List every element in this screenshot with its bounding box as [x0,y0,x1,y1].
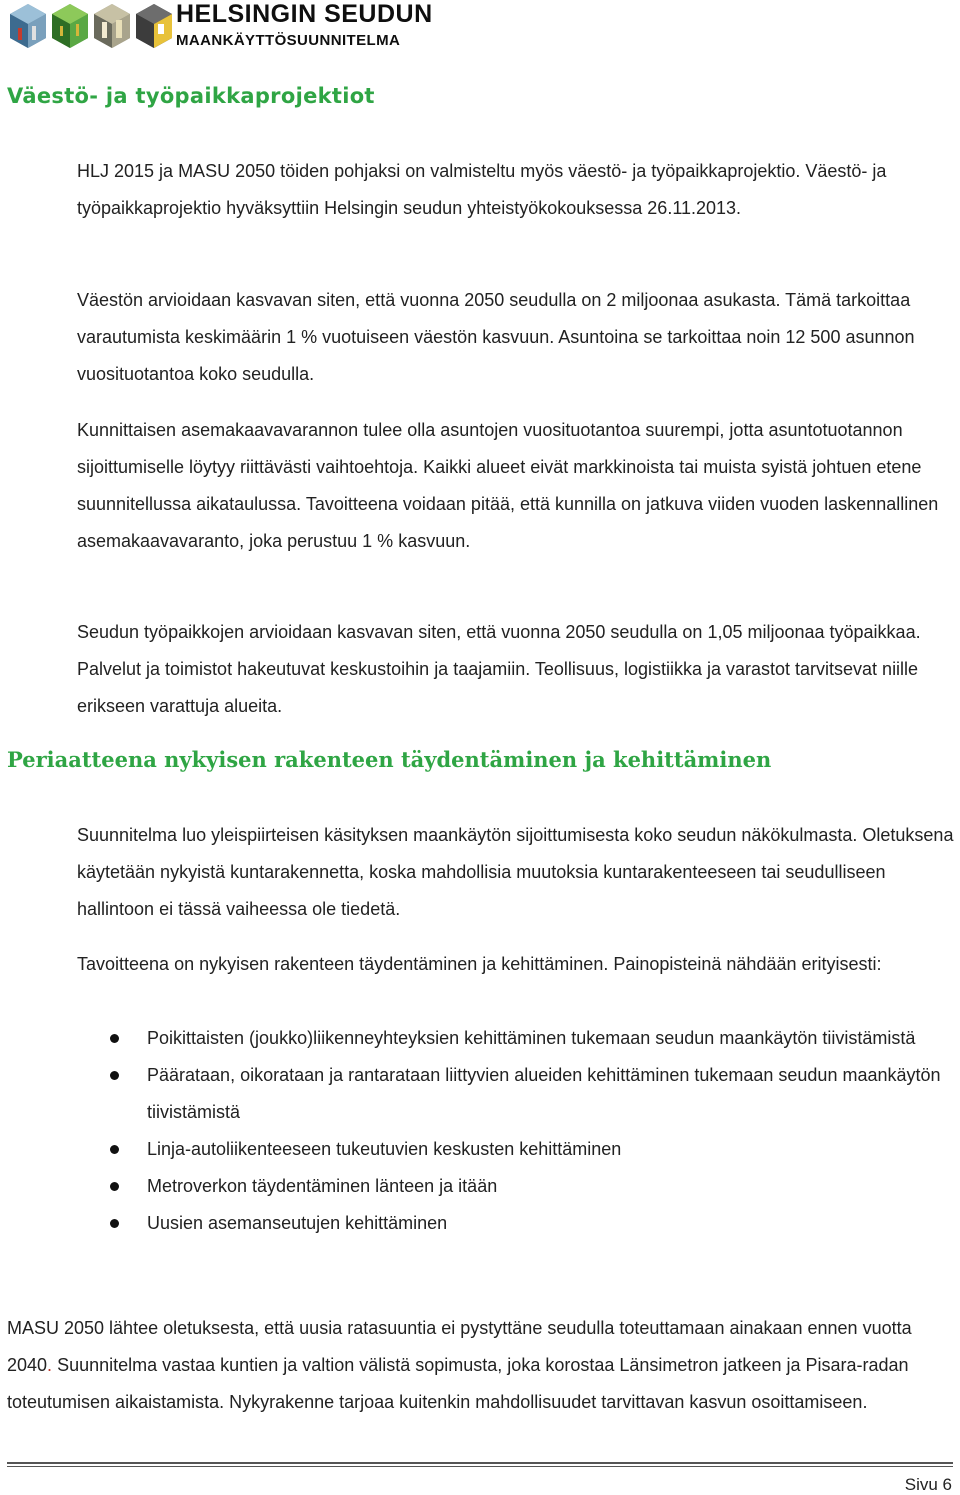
paragraph-goal: Tavoitteena on nykyisen rakenteen täydentäminen ja kehittäminen. Painopisteinä nähdään erityisesti: [77,954,882,974]
list-item [77,1020,957,1057]
paragraph-projection-intro: HLJ 2015 ja MASU 2050 töiden pohjaksi on valmisteltu myös väestö- ja työpaikkaprojektio. Väestö- ja työpaikkaprojektio hyväksyttiin Helsingin seudun yhteistyökokouksessa 26.11.2013. [77,161,887,218]
list-item [77,1057,957,1131]
paragraph-rail-assumption [7,1310,952,1421]
paragraph-zoning-reserve: Kunnittaisen asemakaavavarannon tulee olla asuntojen vuosituotantoa suurempi, jotta asuntotuotannon sijoittumiselle löytyy riittävästi vaihtoehtoja. Kaikki alueet eivät markkinoista tai muista syistä johtuen etene suunnitellussa aikataulussa. Tavoitteena voidaan pitää, että kunnilla on jatkuva viiden vuoden laskennallinen asemakaavavaranto, joka perustuu 1 % kasvuun. [77,420,939,551]
logo-tile-2 [52,4,88,48]
section-title-population: Väestö- ja työpaikkaprojektiot [7,84,375,108]
bullet-icon [110,1034,119,1043]
logo-graphic [8,2,173,58]
list-item-text: Päärataan, oikorataan ja rantarataan liittyvien alueiden kehittäminen tukemaan seudun maankäytön tiivistämistä [147,1065,941,1122]
brand-line-2: MAANKÄYTTÖSUUNNITELMA [176,32,401,49]
bullet-icon [110,1219,119,1228]
brand-line-1: HELSINGIN SEUDUN [176,0,433,28]
logo-tile-4 [136,4,172,48]
logo-tile-1 [10,4,46,48]
list-item-text: Linja-autoliikenteeseen tukeutuvien keskusten kehittäminen [147,1139,622,1159]
focus-list [77,1020,957,1242]
page-number: Sivu 6 [904,1475,952,1494]
bullet-icon [110,1182,119,1191]
logo-icons [8,2,173,63]
list-item [77,1168,957,1205]
list-item-text: Poikittaisten (joukko)liikenneyhteyksien kehittäminen tukemaan seudun maankäytön tiivistämistä [147,1028,916,1048]
list-item [77,1131,957,1168]
footer-divider [7,1462,953,1464]
paragraph-population-growth: Väestön arvioidaan kasvavan siten, että vuonna 2050 seudulla on 2 miljoonaa asukasta. Tämä tarkoittaa varautumista keskimäärin 1 % vuotuiseen väestön kasvuun. Asuntoina se tarkoittaa noin 12 500 asunnon vuosituotantoa koko seudulla. [77,290,915,384]
list-item-text: Metroverkon täydentäminen länteen ja itään [147,1176,498,1196]
paragraph-rail-text-a: MASU 2050 lähtee oletuksesta, että uusia ratasuuntia ei pystyttäne seudulla toteuttamaan ainakaan ennen vuotta 2040 [7,1318,912,1375]
list-item [77,1205,957,1242]
page-header [0,0,960,62]
paragraph-rail-red-mark: . [47,1355,53,1375]
logo-tile-3 [94,4,130,48]
bullet-icon [110,1145,119,1154]
paragraph-rail-text-b: Suunnitelma vastaa kuntien ja valtion välistä sopimusta, joka korostaa Länsimetron jatkeen ja Pisara-radan toteutumisen aikaistamista. Nykyrakenne tarjoaa kuitenkin mahdollisuudet tarvittavan kasvun osoittamiseen. [7,1355,909,1412]
list-item-text: Uusien asemanseutujen kehittäminen [147,1213,448,1233]
section-title-structure: Periaatteena nykyisen rakenteen täydentäminen ja kehittäminen [7,747,772,772]
brand-text [176,2,433,48]
paragraph-plan-overview: Suunnitelma luo yleispiirteisen käsityksen maankäytön sijoittumisesta koko seudun näkökulmasta. Oletuksena käytetään nykyistä kuntarakennetta, koska mahdollisia muutoksia kuntarakenteeseen tai seudulliseen hallintoon ei tässä vaiheessa ole tiedetä. [77,825,954,919]
paragraph-workplaces: Seudun työpaikkojen arvioidaan kasvavan siten, että vuonna 2050 seudulla on 1,05 miljoonaa työpaikkaa. Palvelut ja toimistot hakeutuvat keskustoihin ja taajamiin. Teollisuus, logistiikka ja varastot tarvitsevat niille erikseen varattuja alueita. [77,622,921,716]
footer-divider-thin [7,1466,953,1467]
bullet-icon [110,1071,119,1080]
